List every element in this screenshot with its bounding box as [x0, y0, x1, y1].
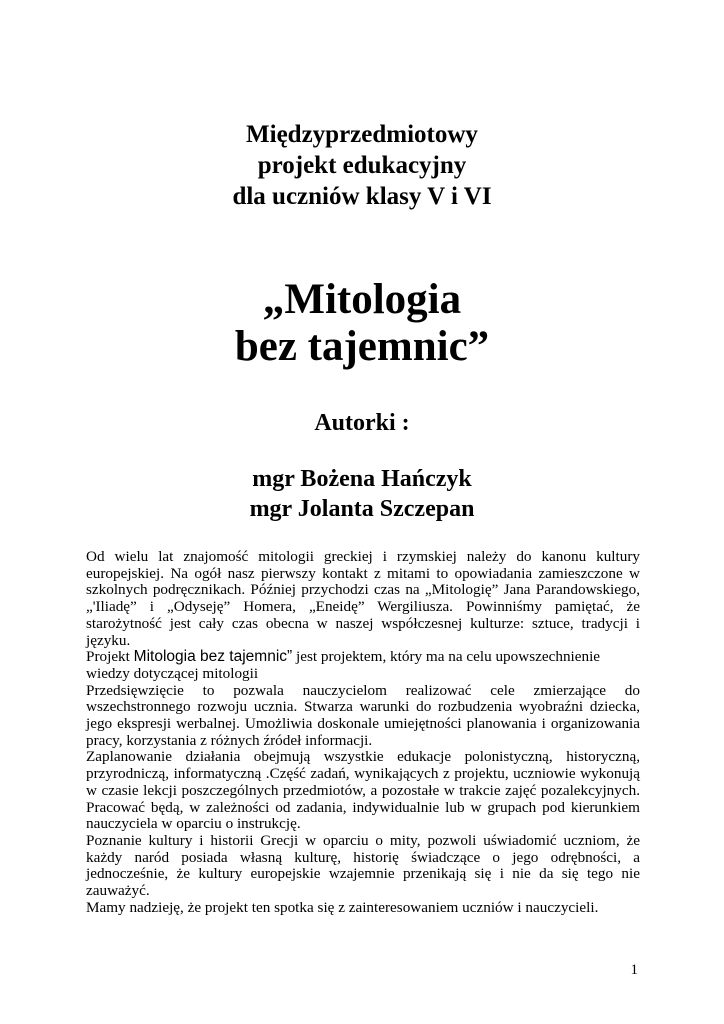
paragraph-intro: Od wielu lat znajomość mitologii greckiej i rzymskiej należy do kanonu kultury europejskiej. Na ogół nasz pierwszy kontakt z mitami to opowiadania zamieszczone w szkolnych podręcznikach. Później przychodzi czas na „Mitologię” Jana Parandowskiego, „'Iliadę” i „Odyseję” Homera, „Eneidę” Wergiliusza. Powinniśmy pamiętać, że starożytność jest cały czas obecna w naszej współczesnej kulturze: sztuce, tradycji i języku.: [86, 548, 640, 649]
paragraph-project: [86, 649, 640, 682]
main-title: [0, 276, 724, 370]
main-title-line-2: bez tajemnic”: [234, 323, 490, 370]
project-suffix: jest projektem, który ma na celu upowszechnienie: [292, 648, 601, 666]
page-number: 1: [630, 962, 638, 978]
paragraph-planning: Zaplanowanie działania obejmują wszystkie edukacje polonistyczną, historyczną, przyrodniczą, informatyczną .Część zadań, wynikających z projektu, uczniowie wykonują w czasie lekcji poszczególnych przedmiotów, a pozostałe w trakcie zajęć pozalekcyjnych. Pracować będą, w zależności od zadania, indywidualnie lub w grupach pod kierunkiem nauczyciela w oparciu o instrukcję.: [86, 748, 640, 833]
heading-line-1: Międzyprzedmiotowy: [246, 121, 478, 148]
author-1: mgr Bożena Hańczyk: [252, 466, 472, 492]
author-2: mgr Jolanta Szczepan: [249, 496, 475, 522]
authors-label: [0, 408, 724, 439]
paragraph-closing: Mamy nadzieję, że projekt ten spotka się z zainteresowaniem uczniów i nauczycieli.: [86, 898, 599, 916]
authors-list: [0, 464, 724, 524]
heading-line-2: projekt edukacyjny: [257, 152, 467, 179]
project-prefix: Projekt: [86, 648, 134, 666]
project-line-2: wiedzy dotyczącej mitologii: [86, 664, 259, 682]
body-text: [86, 549, 640, 916]
authors-label-text: Autorki :: [314, 410, 410, 436]
paragraph-goals: Przedsięwzięcie to pozwala nauczycielom realizować cele zmierzające do wszechstronnego rozwoju ucznia. Stwarza warunki do rozbudzenia wyobraźni dziecka, jego ekspresji werbalnej. Umożliwia doskonale umiejętności planowania i organizowania pracy, korzystania z różnych źródeł informacji.: [86, 681, 640, 749]
main-title-line-1: „Mitologia: [262, 276, 462, 323]
project-title-inline: Mitologia bez tajemnic”: [133, 648, 293, 666]
heading-line-3: dla uczniów klasy V i VI: [232, 183, 492, 210]
paragraph-culture: Poznanie kultury i historii Grecji w oparciu o mity, pozwoli uświadomić uczniom, że każdy naród posiada własną kulturę, historię świadczące o jego odrębności, a jednocześnie, że kultury europejskie wzajemnie przenikają się i nie da się tego nie zauważyć.: [86, 831, 640, 900]
project-heading: [0, 119, 724, 212]
